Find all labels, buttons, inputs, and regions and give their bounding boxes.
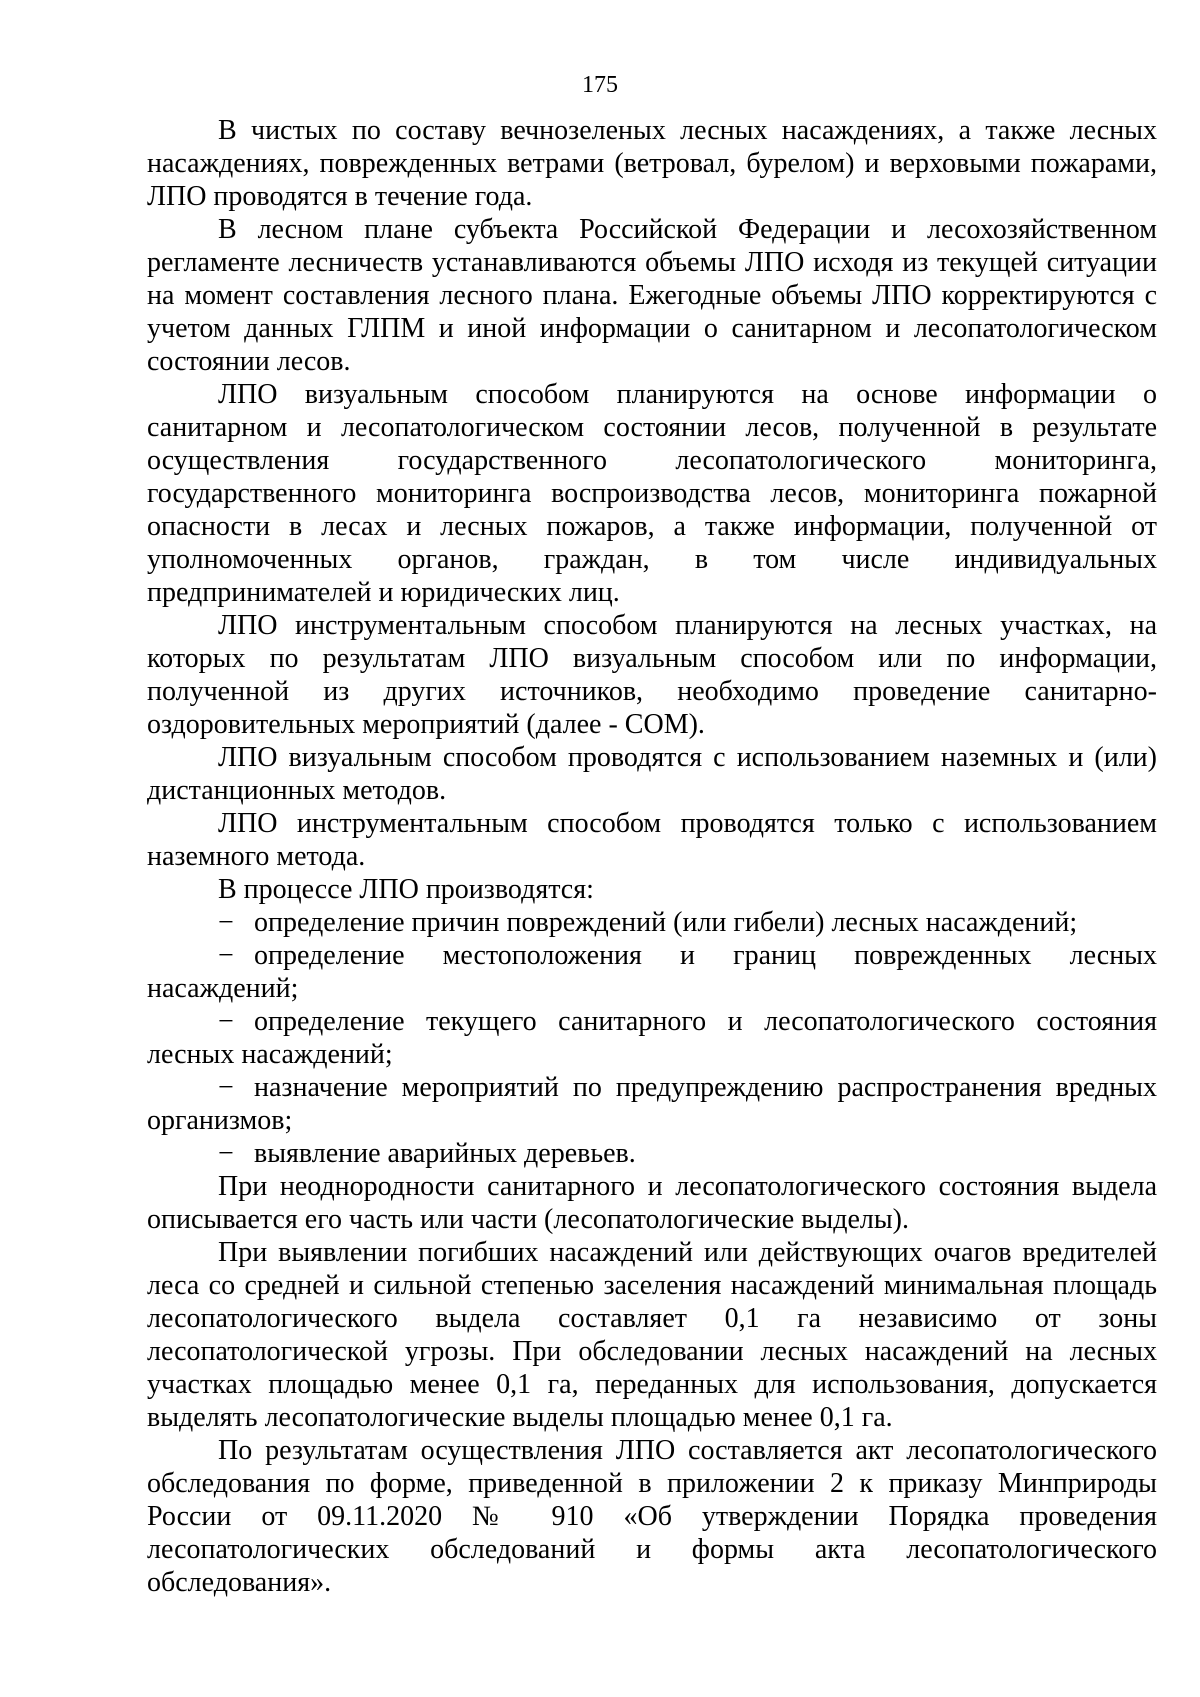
paragraph: В чистых по составу вечнозеленых лесных насаждениях, а также лесных насаждениях, поврежденных ветрами (ветровал, бурелом) и верховыми пожарами, ЛПО проводятся в течение года. xyxy=(147,115,1157,212)
list-item-text: определение местоположения и границ поврежденных лесных насаждений; xyxy=(147,940,1157,1004)
paragraph: ЛПО визуальным способом проводятся с использованием наземных и (или) дистанционных методов. xyxy=(147,742,1157,806)
document-body xyxy=(147,114,1157,1599)
paragraph: При выявлении погибших насаждений или действующих очагов вредителей леса со средней и сильной степенью заселения насаждений минимальная площадь лесопатологического выдела составляет 0,1 га независимо от зоны лесопатологической угрозы. При обследовании лесных насаждений на лесных участках площадью менее 0,1 га, переданных для использования, допускается выделять лесопатологические выделы площадью менее 0,1 га. xyxy=(147,1237,1157,1433)
list-item xyxy=(147,906,1157,939)
list-item xyxy=(147,1137,1157,1170)
bullet-dash: − xyxy=(218,907,234,938)
bullet-dash: − xyxy=(218,1006,234,1037)
paragraph: При неоднородности санитарного и лесопатологического состояния выдела описывается его часть или части (лесопатологические выделы). xyxy=(147,1171,1157,1235)
paragraph: В лесном плане субъекта Российской Федерации и лесохозяйственном регламенте лесничеств устанавливаются объемы ЛПО исходя из текущей ситуации на момент составления лесного плана. Ежегодные объемы ЛПО корректируются с учетом данных ГЛПМ и иной информации о санитарном и лесопатологическом состоянии лесов. xyxy=(147,214,1157,377)
paragraph: ЛПО визуальным способом планируются на основе информации о санитарном и лесопатологическом состоянии лесов, полученной в результате осуществления государственного лесопатологического мониторинга, государственного мониторинга воспроизводства лесов, мониторинга пожарной опасности в лесах и лесных пожаров, а также информации, полученной от уполномоченных органов, граждан, в том числе индивидуальных предпринимателей и юридических лиц. xyxy=(147,379,1157,608)
list-item-text: выявление аварийных деревьев. xyxy=(254,1138,636,1169)
paragraph: ЛПО инструментальным способом проводятся только с использованием наземного метода. xyxy=(147,808,1157,872)
bullet-dash: − xyxy=(218,1072,234,1103)
list-item-text: определение текущего санитарного и лесопатологического состояния лесных насаждений; xyxy=(147,1006,1157,1070)
list-item-text: назначение мероприятий по предупреждению распространения вредных организмов; xyxy=(147,1072,1157,1136)
list-item xyxy=(147,939,1157,1005)
paragraph: ЛПО инструментальным способом планируются на лесных участках, на которых по результатам ЛПО визуальным способом или по информации, полученной из других источников, необходимо проведение санитарно-оздоровительных мероприятий (далее - СОМ). xyxy=(147,610,1157,740)
paragraph: В процессе ЛПО производятся: xyxy=(218,874,594,905)
list-item xyxy=(147,1071,1157,1137)
list-item xyxy=(147,1005,1157,1071)
paragraph: По результатам осуществления ЛПО составляется акт лесопатологического обследования по форме, приведенной в приложении 2 к приказу Минприроды России от 09.11.2020 № 910 «Об утверждении Порядка проведения лесопатологических обследований и формы акта лесопатологического обследования». xyxy=(147,1435,1157,1598)
page-number: 175 xyxy=(582,72,618,98)
list-item-text: определение причин повреждений (или гибели) лесных насаждений; xyxy=(254,907,1078,938)
bullet-dash: − xyxy=(218,940,234,971)
bullet-dash: − xyxy=(218,1138,234,1169)
